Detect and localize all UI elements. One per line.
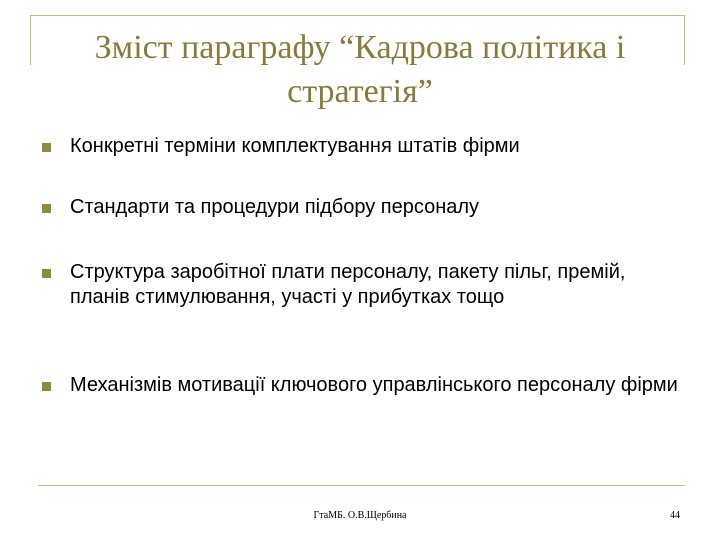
frame-right-line <box>684 15 685 65</box>
square-bullet-icon <box>42 143 51 152</box>
slide-title-line-2: стратегія” <box>287 73 433 110</box>
bullet-item <box>40 134 690 159</box>
square-bullet-icon <box>42 382 51 391</box>
bullet-item <box>40 260 690 310</box>
slide-title <box>40 26 680 114</box>
bullet-text: Конкретні терміни комплектування штатів фірми <box>70 135 520 157</box>
bullet-text: Структура заробітної плати персоналу, пакету пільг, премій, планів стимулювання, участі у прибутках тощо <box>70 261 626 308</box>
bullet-text: Стандарти та процедури підбору персоналу <box>70 196 480 218</box>
frame-bottom-line <box>38 485 685 486</box>
frame-left-line <box>30 15 31 65</box>
bullet-item <box>40 195 690 220</box>
frame-top-line <box>30 15 685 16</box>
square-bullet-icon <box>42 269 51 278</box>
bullet-text: Механізмів мотивації ключового управлінського персоналу фірми <box>70 374 678 396</box>
bullet-item <box>40 373 690 398</box>
footer-author: ГтаМБ. О.В.Щербина <box>313 510 407 521</box>
footer-page-number: 44 <box>670 510 680 521</box>
square-bullet-icon <box>42 204 51 213</box>
slide-title-line-1: Зміст параграфу “Кадрова політика і <box>94 29 626 66</box>
